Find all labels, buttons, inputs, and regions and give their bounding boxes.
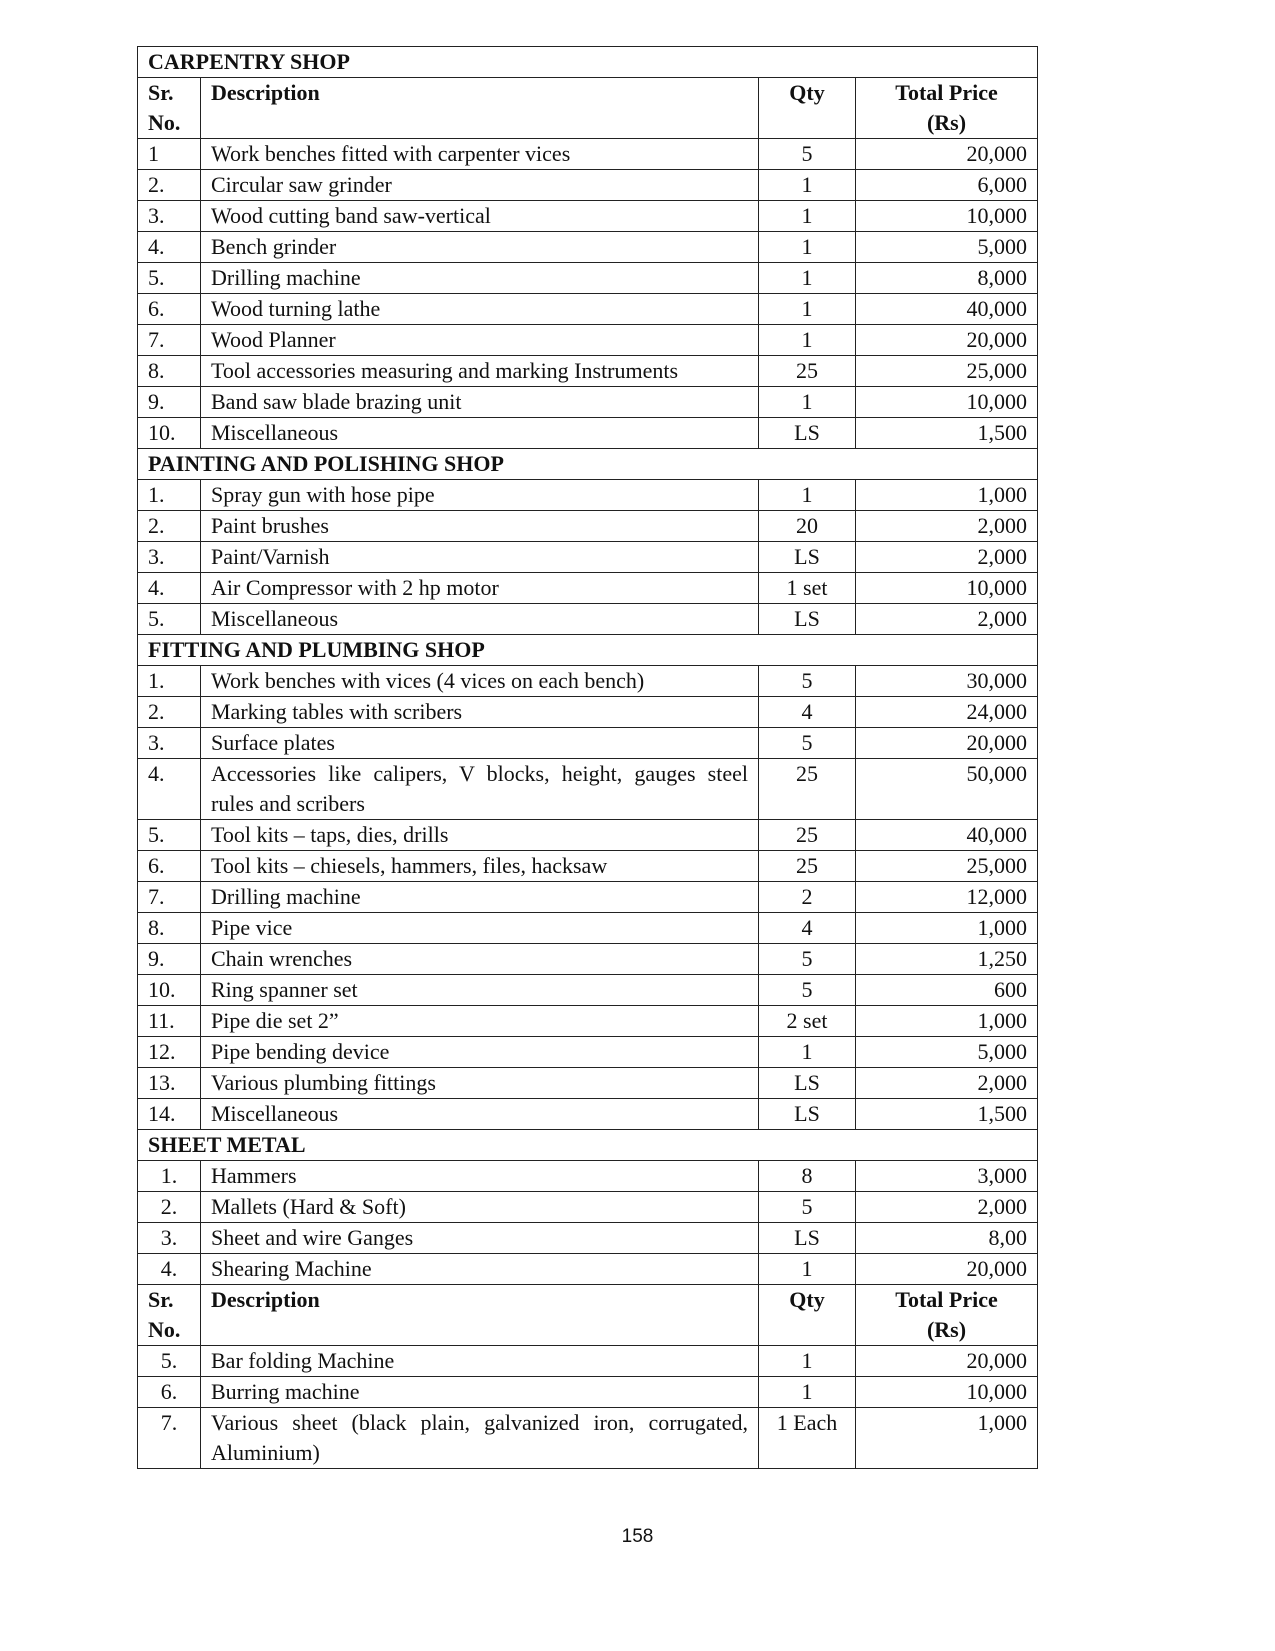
header-no: No. (148, 110, 181, 135)
header-no: No. (148, 1317, 181, 1342)
row-qty: 4 (759, 913, 856, 944)
table-row (138, 201, 1038, 232)
header-price-label: Total Price (895, 1287, 998, 1312)
table-row (138, 1408, 1038, 1469)
row-qty: 1 (759, 232, 856, 263)
row-qty: 1 (759, 325, 856, 356)
row-total-price: 10,000 (856, 1377, 1038, 1408)
row-qty: 1 (759, 1346, 856, 1377)
row-qty: 1 set (759, 573, 856, 604)
table-row (138, 511, 1038, 542)
row-total-price: 40,000 (856, 820, 1038, 851)
header-description: Description (201, 78, 759, 139)
row-description: Shearing Machine (201, 1254, 759, 1285)
row-total-price: 3,000 (856, 1161, 1038, 1192)
table-row (138, 604, 1038, 635)
row-sr-no: 4. (138, 1254, 201, 1285)
row-total-price: 25,000 (856, 851, 1038, 882)
row-description: Accessories like calipers, V blocks, height, gauges steel rules and scribers (201, 759, 759, 820)
row-qty: 25 (759, 356, 856, 387)
row-sr-no: 9. (138, 944, 201, 975)
row-qty: LS (759, 542, 856, 573)
row-description: Tool accessories measuring and marking Instruments (201, 356, 759, 387)
page-number: 158 (621, 1526, 654, 1547)
row-description: Paint brushes (201, 511, 759, 542)
table-row (138, 480, 1038, 511)
table-row (138, 325, 1038, 356)
row-sr-no: 12. (138, 1037, 201, 1068)
equipment-table (137, 46, 1038, 1469)
row-total-price: 20,000 (856, 325, 1038, 356)
row-qty: 1 Each (759, 1408, 856, 1469)
row-qty: 5 (759, 944, 856, 975)
row-description: Band saw blade brazing unit (201, 387, 759, 418)
table-row (138, 1099, 1038, 1130)
row-total-price: 1,000 (856, 1408, 1038, 1469)
row-qty: 5 (759, 666, 856, 697)
table-row (138, 820, 1038, 851)
header-sr-no (138, 1285, 201, 1346)
table-row (138, 139, 1038, 170)
row-sr-no: 1. (138, 480, 201, 511)
row-sr-no: 4. (138, 759, 201, 820)
row-description: Tool kits – taps, dies, drills (201, 820, 759, 851)
row-sr-no: 8. (138, 356, 201, 387)
row-qty: 25 (759, 820, 856, 851)
row-description: Burring machine (201, 1377, 759, 1408)
row-sr-no: 7. (138, 882, 201, 913)
row-total-price: 1,000 (856, 913, 1038, 944)
header-qty: Qty (759, 1285, 856, 1346)
row-sr-no: 3. (138, 542, 201, 573)
row-qty: 25 (759, 759, 856, 820)
row-description: Ring spanner set (201, 975, 759, 1006)
row-sr-no: 1 (138, 139, 201, 170)
table-row (138, 728, 1038, 759)
row-description: Tool kits – chiesels, hammers, files, hacksaw (201, 851, 759, 882)
row-sr-no: 1. (138, 666, 201, 697)
section-title: CARPENTRY SHOP (138, 47, 1038, 78)
row-sr-no: 7. (138, 325, 201, 356)
row-total-price: 1,000 (856, 480, 1038, 511)
row-description: Wood turning lathe (201, 294, 759, 325)
table-row (138, 573, 1038, 604)
table-row (138, 356, 1038, 387)
row-total-price: 2,000 (856, 1068, 1038, 1099)
row-description: Drilling machine (201, 882, 759, 913)
row-total-price: 10,000 (856, 387, 1038, 418)
row-description: Pipe die set 2” (201, 1006, 759, 1037)
row-qty: LS (759, 1099, 856, 1130)
row-total-price: 12,000 (856, 882, 1038, 913)
table-row (138, 851, 1038, 882)
row-sr-no: 11. (138, 1006, 201, 1037)
section-title: PAINTING AND POLISHING SHOP (138, 449, 1038, 480)
row-sr-no: 5. (138, 263, 201, 294)
row-description: Various sheet (black plain, galvanized iron, corrugated, Aluminium) (201, 1408, 759, 1469)
row-total-price: 5,000 (856, 1037, 1038, 1068)
table-row (138, 1161, 1038, 1192)
row-total-price: 20,000 (856, 139, 1038, 170)
equipment-table-body (138, 47, 1038, 1469)
header-price-label: Total Price (895, 80, 998, 105)
row-description: Various plumbing fittings (201, 1068, 759, 1099)
row-qty: 5 (759, 139, 856, 170)
row-description: Pipe bending device (201, 1037, 759, 1068)
row-qty: 4 (759, 697, 856, 728)
row-total-price: 1,250 (856, 944, 1038, 975)
table-row (138, 1068, 1038, 1099)
header-price-unit: (Rs) (926, 110, 967, 135)
row-qty: 5 (759, 728, 856, 759)
header-total-price (856, 78, 1038, 139)
row-total-price: 8,000 (856, 263, 1038, 294)
header-total-price (856, 1285, 1038, 1346)
row-qty: LS (759, 604, 856, 635)
section-title-row (138, 635, 1038, 666)
header-sr: Sr. (148, 1287, 174, 1312)
table-row (138, 542, 1038, 573)
table-row (138, 170, 1038, 201)
table-row (138, 263, 1038, 294)
table-row (138, 1254, 1038, 1285)
table-header-row (138, 1285, 1038, 1346)
table-row (138, 1006, 1038, 1037)
section-title-row (138, 449, 1038, 480)
table-row (138, 232, 1038, 263)
row-sr-no: 9. (138, 387, 201, 418)
row-sr-no: 1. (138, 1161, 201, 1192)
row-description: Work benches with vices (4 vices on each bench) (201, 666, 759, 697)
row-total-price: 2,000 (856, 511, 1038, 542)
row-sr-no: 3. (138, 728, 201, 759)
row-sr-no: 2. (138, 511, 201, 542)
row-description: Paint/Varnish (201, 542, 759, 573)
row-qty: 20 (759, 511, 856, 542)
row-qty: 5 (759, 975, 856, 1006)
row-sr-no: 2. (138, 1192, 201, 1223)
table-row (138, 418, 1038, 449)
row-qty: LS (759, 1223, 856, 1254)
row-qty: 1 (759, 1254, 856, 1285)
row-total-price: 10,000 (856, 573, 1038, 604)
row-total-price: 20,000 (856, 1254, 1038, 1285)
row-total-price: 30,000 (856, 666, 1038, 697)
row-total-price: 6,000 (856, 170, 1038, 201)
table-row (138, 387, 1038, 418)
row-sr-no: 3. (138, 1223, 201, 1254)
row-description: Pipe vice (201, 913, 759, 944)
row-description: Bench grinder (201, 232, 759, 263)
row-sr-no: 6. (138, 1377, 201, 1408)
table-row (138, 1037, 1038, 1068)
row-total-price: 600 (856, 975, 1038, 1006)
row-sr-no: 10. (138, 975, 201, 1006)
section-title: FITTING AND PLUMBING SHOP (138, 635, 1038, 666)
row-description: Marking tables with scribers (201, 697, 759, 728)
row-description: Circular saw grinder (201, 170, 759, 201)
section-title-row (138, 47, 1038, 78)
row-qty: 5 (759, 1192, 856, 1223)
table-row (138, 1192, 1038, 1223)
row-sr-no: 14. (138, 1099, 201, 1130)
header-description: Description (201, 1285, 759, 1346)
row-description: Sheet and wire Ganges (201, 1223, 759, 1254)
table-row (138, 944, 1038, 975)
row-qty: 1 (759, 201, 856, 232)
row-qty: 1 (759, 170, 856, 201)
row-description: Wood Planner (201, 325, 759, 356)
table-row (138, 666, 1038, 697)
row-qty: LS (759, 418, 856, 449)
row-description: Surface plates (201, 728, 759, 759)
row-description: Mallets (Hard & Soft) (201, 1192, 759, 1223)
row-total-price: 10,000 (856, 201, 1038, 232)
header-sr: Sr. (148, 80, 174, 105)
table-row (138, 1223, 1038, 1254)
row-sr-no: 7. (138, 1408, 201, 1469)
row-description: Work benches fitted with carpenter vices (201, 139, 759, 170)
row-sr-no: 6. (138, 294, 201, 325)
row-qty: 8 (759, 1161, 856, 1192)
row-description: Miscellaneous (201, 1099, 759, 1130)
row-total-price: 2,000 (856, 604, 1038, 635)
row-description: Drilling machine (201, 263, 759, 294)
section-title: SHEET METAL (138, 1130, 1038, 1161)
row-qty: 1 (759, 294, 856, 325)
row-qty: LS (759, 1068, 856, 1099)
row-total-price: 1,000 (856, 1006, 1038, 1037)
header-price-unit: (Rs) (926, 1317, 967, 1342)
row-description: Air Compressor with 2 hp motor (201, 573, 759, 604)
row-total-price: 24,000 (856, 697, 1038, 728)
table-row (138, 294, 1038, 325)
row-qty: 2 (759, 882, 856, 913)
row-qty: 2 set (759, 1006, 856, 1037)
table-row (138, 1346, 1038, 1377)
row-sr-no: 2. (138, 697, 201, 728)
table-header-row (138, 78, 1038, 139)
row-total-price: 25,000 (856, 356, 1038, 387)
row-total-price: 1,500 (856, 418, 1038, 449)
row-total-price: 20,000 (856, 1346, 1038, 1377)
row-sr-no: 13. (138, 1068, 201, 1099)
row-qty: 1 (759, 263, 856, 294)
row-sr-no: 4. (138, 573, 201, 604)
row-sr-no: 4. (138, 232, 201, 263)
row-description: Chain wrenches (201, 944, 759, 975)
row-sr-no: 10. (138, 418, 201, 449)
row-total-price: 5,000 (856, 232, 1038, 263)
row-sr-no: 8. (138, 913, 201, 944)
row-sr-no: 5. (138, 820, 201, 851)
row-description: Miscellaneous (201, 604, 759, 635)
row-qty: 1 (759, 1377, 856, 1408)
row-total-price: 8,00 (856, 1223, 1038, 1254)
row-description: Spray gun with hose pipe (201, 480, 759, 511)
row-sr-no: 2. (138, 170, 201, 201)
row-sr-no: 5. (138, 1346, 201, 1377)
table-row (138, 697, 1038, 728)
header-sr-no (138, 78, 201, 139)
row-qty: 25 (759, 851, 856, 882)
row-qty: 1 (759, 1037, 856, 1068)
table-row (138, 882, 1038, 913)
table-row (138, 913, 1038, 944)
row-description: Wood cutting band saw-vertical (201, 201, 759, 232)
row-qty: 1 (759, 480, 856, 511)
row-description: Miscellaneous (201, 418, 759, 449)
section-title-row (138, 1130, 1038, 1161)
row-description: Bar folding Machine (201, 1346, 759, 1377)
table-row (138, 975, 1038, 1006)
row-total-price: 50,000 (856, 759, 1038, 820)
header-qty: Qty (759, 78, 856, 139)
row-total-price: 2,000 (856, 542, 1038, 573)
row-total-price: 40,000 (856, 294, 1038, 325)
table-row (138, 759, 1038, 820)
row-total-price: 2,000 (856, 1192, 1038, 1223)
row-sr-no: 6. (138, 851, 201, 882)
row-total-price: 1,500 (856, 1099, 1038, 1130)
row-description: Hammers (201, 1161, 759, 1192)
page (137, 46, 1037, 1469)
row-sr-no: 5. (138, 604, 201, 635)
table-row (138, 1377, 1038, 1408)
row-sr-no: 3. (138, 201, 201, 232)
row-total-price: 20,000 (856, 728, 1038, 759)
row-qty: 1 (759, 387, 856, 418)
